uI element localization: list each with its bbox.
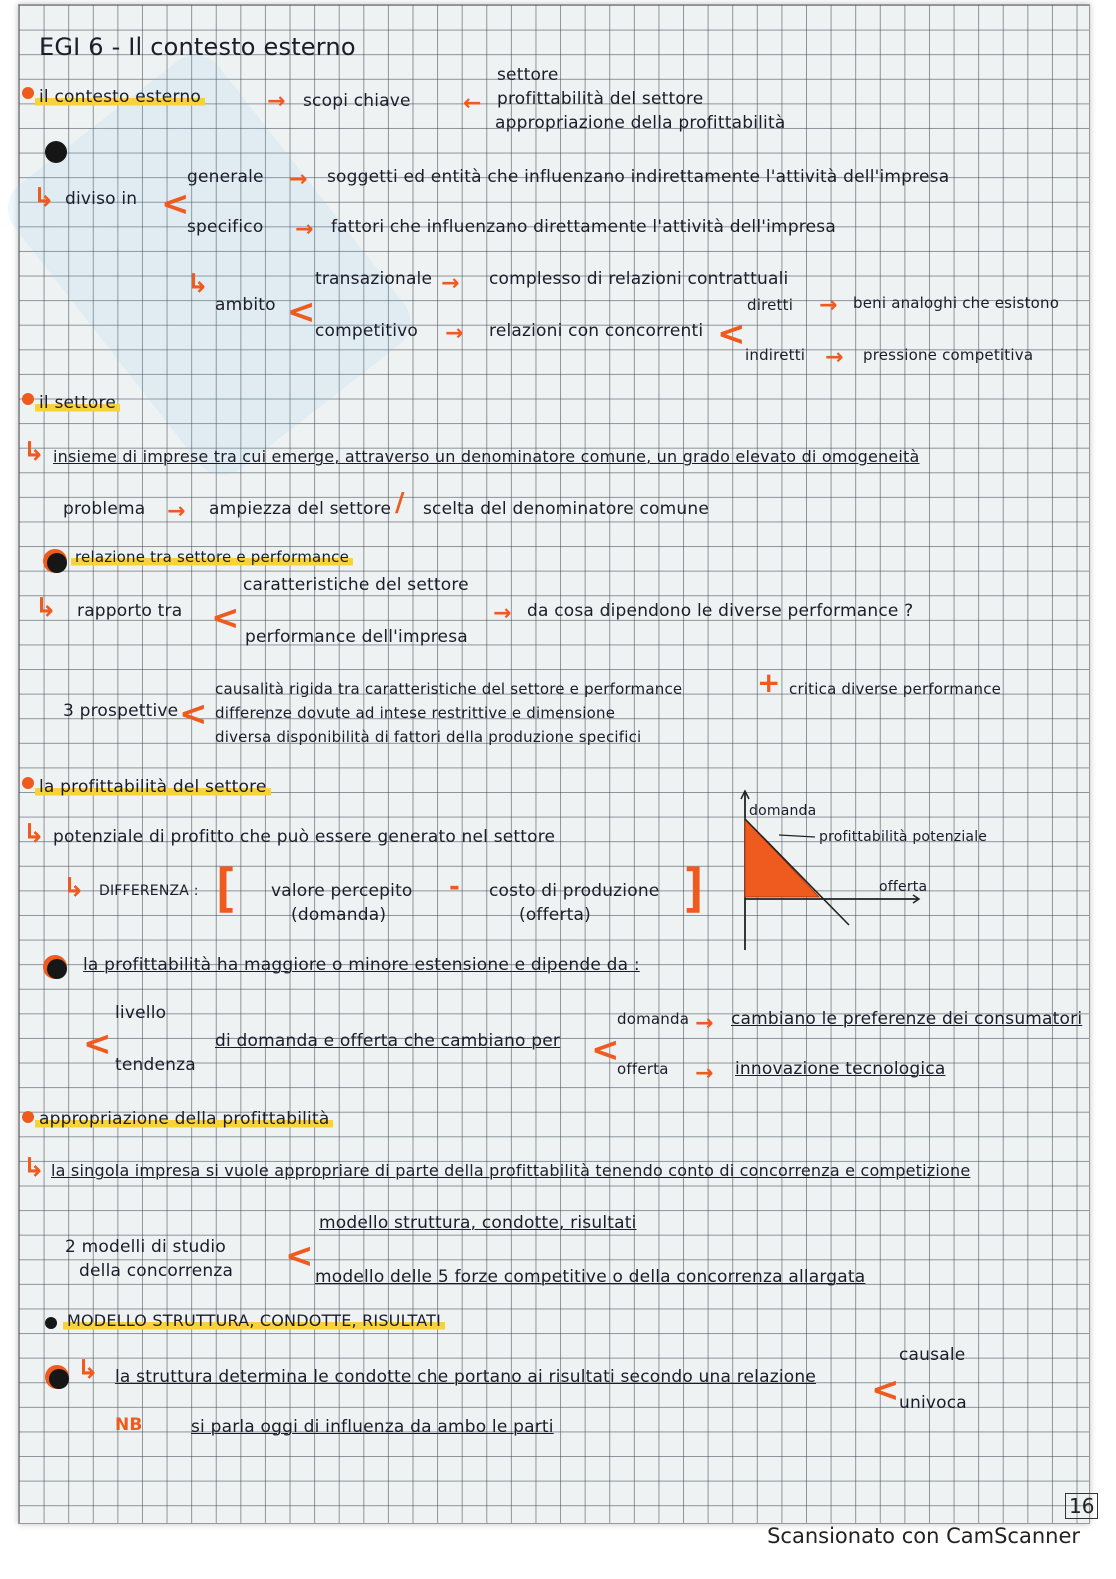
hook-arrow-icon: ↳ <box>77 1355 99 1385</box>
bullet-dot <box>22 393 34 405</box>
arrow-right-icon: → <box>819 293 838 318</box>
generale-def: soggetti ed entità che influenzano indirettamente l'attività dell'impresa <box>327 167 950 187</box>
scopo-item: settore <box>497 65 559 85</box>
hook-arrow-icon: ↳ <box>35 593 57 623</box>
domanda-offerta-cambiano: di domanda e offerta che cambiano per <box>215 1031 561 1051</box>
offerta-def: innovazione tecnologica <box>735 1059 946 1079</box>
scopo-item: profittabilità del settore <box>497 89 704 109</box>
offerta: offerta <box>617 1060 669 1078</box>
livello: livello <box>115 1003 167 1023</box>
problema-2: scelta del denominatore comune <box>423 499 710 519</box>
critica: critica diverse performance <box>789 680 1002 698</box>
arrow-right-icon: → <box>825 345 844 370</box>
specifico-def: fattori che influenzano direttamente l'attività dell'impresa <box>331 217 836 237</box>
arrow-right-icon: → <box>267 89 286 114</box>
arrow-right-icon: → <box>695 1011 714 1036</box>
brace-icon: < <box>591 1030 620 1070</box>
domanda: domanda <box>617 1010 690 1028</box>
arrow-right-icon: → <box>441 271 460 296</box>
diviso-in: diviso in <box>65 189 138 209</box>
bullet-dot <box>22 1111 34 1123</box>
bullet-dot <box>22 777 34 789</box>
bullet-dot <box>22 87 34 99</box>
notebook-page <box>18 4 1095 1524</box>
minus-icon: - <box>449 872 460 902</box>
nb-label: NB <box>115 1415 143 1435</box>
page-number: 16 <box>1065 1493 1098 1519</box>
prospettiva-1: causalità rigida tra caratteristiche del settore e performance <box>215 680 683 698</box>
heading-modello-scr: MODELLO STRUTTURA, CONDOTTE, RISULTATI <box>63 1311 445 1331</box>
appropriazione-def: la singola impresa si vuole appropriare di parte della profittabilità tenendo conto di concorrenza e competizione <box>51 1161 971 1180</box>
transazionale-def: complesso di relazioni contrattuali <box>489 269 789 289</box>
brace-icon: < <box>161 184 190 224</box>
graph-x-label: offerta <box>879 879 928 895</box>
bullet-dot <box>45 1317 57 1329</box>
arrow-right-icon: → <box>295 217 314 242</box>
heading-profittabilita-settore: la profittabilità del settore <box>35 777 271 797</box>
settore-def: insieme di imprese tra cui emerge, attraverso un denominatore comune, un grado elevato di omogeneità <box>53 447 920 466</box>
performance-impresa: performance dell'impresa <box>245 627 468 647</box>
arrow-right-icon: → <box>695 1061 714 1086</box>
arrow-right-icon: → <box>445 321 464 346</box>
struttura-def: la struttura determina le condotte che portano ai risultati secondo una relazione <box>115 1367 816 1387</box>
arrow-right-icon: → <box>167 499 186 524</box>
rapporto-tra: rapporto tra <box>77 601 183 621</box>
modelli-concorrenza: della concorrenza <box>79 1261 234 1281</box>
scanner-footer: Scansionato con CamScanner <box>767 1524 1080 1548</box>
bullet-dot <box>47 553 67 573</box>
modello-1: modello struttura, condotte, risultati <box>319 1213 637 1233</box>
valore-percepito: valore percepito <box>271 881 413 901</box>
plus-icon: + <box>757 666 781 699</box>
heading-appropriazione: appropriazione della profittabilità <box>35 1109 333 1129</box>
univoca: univoca <box>899 1393 967 1413</box>
domanda-def: cambiano le preferenze dei consumatori <box>731 1009 1083 1029</box>
valore-domanda: (domanda) <box>291 905 387 925</box>
brace-icon: < <box>717 314 746 354</box>
prospettiva-2: differenze dovute ad intese restrittive e dimensione <box>215 704 616 722</box>
bullet-dot <box>47 959 67 979</box>
profittabilita-estensione: la profittabilità ha maggiore o minore estensione e dipende da : <box>83 955 640 975</box>
hook-arrow-icon: ↳ <box>23 1153 45 1183</box>
close-bracket-icon: ] <box>679 859 711 919</box>
3-prospettive: 3 prospettive <box>63 701 179 721</box>
hook-arrow-icon: ↳ <box>187 269 209 299</box>
heading-settore: il settore <box>35 393 120 413</box>
ambito: ambito <box>215 295 276 315</box>
graph-area-label: profittabilità potenziale <box>819 829 988 845</box>
transazionale: transazionale <box>315 269 433 289</box>
brace-icon: < <box>287 292 316 332</box>
arrow-right-icon: → <box>493 601 512 626</box>
costo-produzione: costo di produzione <box>489 881 660 901</box>
modelli-studio: 2 modelli di studio <box>65 1237 226 1257</box>
hook-arrow-icon: ↳ <box>23 819 45 849</box>
hook-arrow-icon: ↳ <box>33 183 55 213</box>
competitivo-def: relazioni con concorrenti <box>489 321 704 341</box>
arrow-left-icon: ← <box>463 91 482 116</box>
nb-text: si parla oggi di influenza da ambo le parti <box>191 1417 554 1437</box>
open-bracket-icon: [ <box>209 859 241 919</box>
scopi-chiave: scopi chiave <box>303 91 411 111</box>
indiretti-def: pressione competitiva <box>863 346 1034 364</box>
tendenza: tendenza <box>115 1055 196 1075</box>
domanda-performance: da cosa dipendono le diverse performance ? <box>527 601 914 621</box>
slash-separator: / <box>395 488 405 518</box>
costo-offerta: (offerta) <box>519 905 591 925</box>
brace-icon: < <box>871 1370 900 1410</box>
brace-icon: < <box>83 1024 112 1064</box>
heading-contesto-esterno: il contesto esterno <box>35 87 205 107</box>
problema-1: ampiezza del settore <box>209 499 392 519</box>
problema-label: problema <box>63 499 146 519</box>
arrow-right-icon: → <box>289 167 308 192</box>
generale: generale <box>187 167 264 187</box>
caratteristiche-settore: caratteristiche del settore <box>243 575 469 595</box>
causale: causale <box>899 1345 966 1365</box>
specifico: specifico <box>187 217 264 237</box>
prospettiva-3: diversa disponibilità di fattori della produzione specifici <box>215 728 642 746</box>
diretti: diretti <box>747 296 794 314</box>
bullet-dot <box>45 141 67 163</box>
profittabilita-def: potenziale di profitto che può essere generato nel settore <box>53 827 556 847</box>
brace-icon: < <box>179 694 208 734</box>
modello-2: modello delle 5 forze competitive o della concorrenza allargata <box>315 1267 866 1287</box>
differenza-label: DIFFERENZA : <box>99 883 199 899</box>
heading-relazione: relazione tra settore e performance <box>71 547 353 567</box>
brace-icon: < <box>285 1236 314 1276</box>
indiretti: indiretti <box>745 346 806 364</box>
page-title: EGI 6 - Il contesto esterno <box>39 33 356 61</box>
hook-arrow-icon: ↳ <box>63 873 85 903</box>
graph-y-label: domanda <box>749 803 817 819</box>
diretti-def: beni analoghi che esistono <box>853 294 1060 312</box>
scopo-item: appropriazione della profittabilità <box>495 113 786 133</box>
bullet-dot <box>49 1369 69 1389</box>
hook-arrow-icon: ↳ <box>23 437 45 467</box>
brace-icon: < <box>211 598 240 638</box>
competitivo: competitivo <box>315 321 418 341</box>
